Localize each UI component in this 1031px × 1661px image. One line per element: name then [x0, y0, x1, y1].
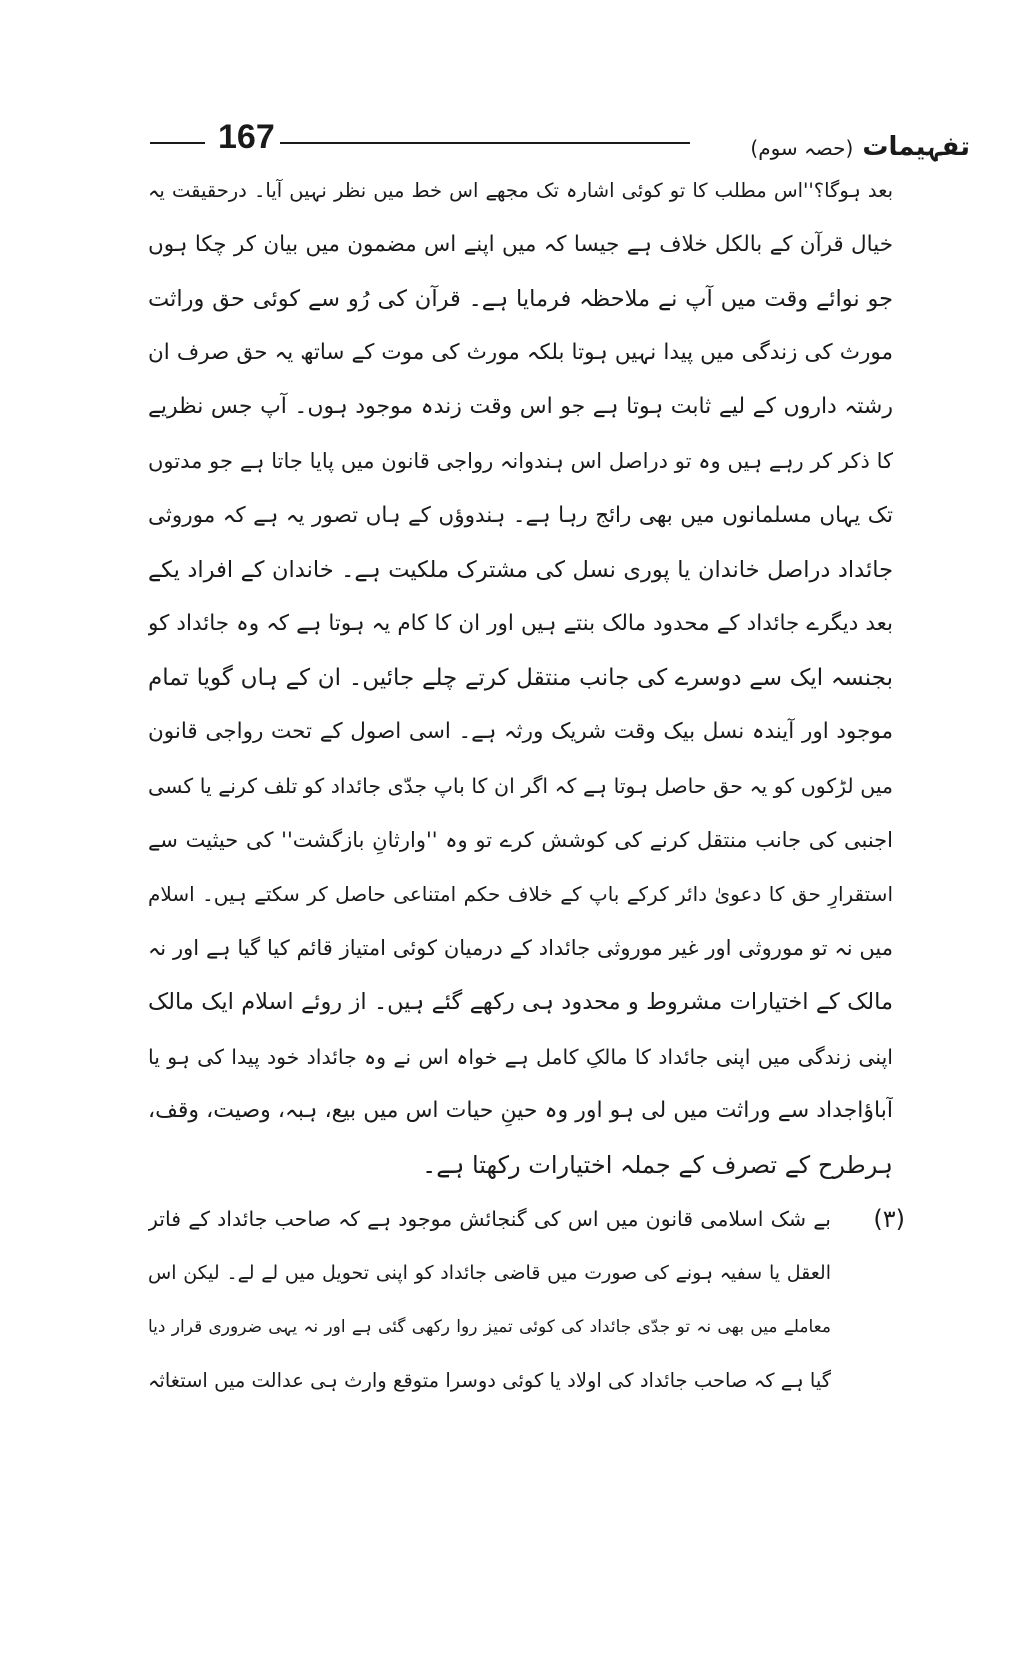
running-title [750, 132, 970, 162]
text-line: گیا ہے کہ صاحب جائداد کی اولاد یا کوئی دوسرا متوقع وارث ہی عدالت میں استغاثہ [148, 1369, 831, 1393]
header-rule [280, 142, 690, 144]
part-label: (حصہ سوم) [750, 136, 854, 160]
text-line: استقرارِ حق کا دعویٰ دائر کرکے باپ کے خلاف حکم امتناعی حاصل کر سکتے ہیں۔ اسلام [148, 882, 893, 907]
book-title: تفہیمات [862, 132, 970, 162]
text-line: بجنسہ ایک سے دوسرے کی جانب منتقل کرتے چلے جائیں۔ ان کے ہاں گویا تمام [148, 664, 893, 691]
page-header [150, 112, 970, 172]
paragraph-1 [148, 164, 893, 1192]
page-number: 167 [218, 118, 275, 156]
text-line: موجود اور آیندہ نسل بیک وقت شریک ورثہ ہے۔ اسی اصول کے تحت رواجی قانون [148, 718, 893, 744]
text-line: میں نہ تو موروثی اور غیر موروثی جائداد کے درمیان کوئی امتیاز قائم کیا گیا ہے اور نہ [148, 936, 893, 961]
text-line: معاملے میں بھی نہ تو جدّی جائداد کی کوئی تمیز روا رکھی گئی ہے اور نہ یہی ضروری قرار دیا [148, 1316, 831, 1337]
text-line: اجنبی کی جانب منتقل کرنے کی کوشش کرے تو وہ ''وارثانِ بازگشت'' کی حیثیت سے [148, 828, 893, 853]
text-line: بعد دیگرے جائداد کے محدود مالک بنتے ہیں اور ان کا کام یہ ہوتا ہے کہ وہ جائداد کو [148, 610, 893, 636]
page-body [148, 164, 905, 1408]
text-line: مالک کے اختیارات مشروط و محدود ہی رکھے گئے ہیں۔ از روئے اسلام ایک مالک [148, 989, 893, 1016]
text-line: جو نوائے وقت میں آپ نے ملاحظہ فرمایا ہے۔ قرآن کی رُو سے کوئی حق وراثت [148, 286, 893, 313]
text-line: آباؤاجداد سے وراثت میں لی ہو اور وہ حینِ حیات اس میں بیع، ہبہ، وصیت، وقف، [148, 1097, 893, 1123]
text-line: العقل یا سفیہ ہونے کی صورت میں قاضی جائداد کو اپنی تحویل میں لے لے۔ لیکن اس [148, 1261, 831, 1284]
numbered-item-3 [148, 1192, 905, 1408]
text-line: میں لڑکوں کو یہ حق حاصل ہوتا ہے کہ اگر ان کا باپ جدّی جائداد کو تلف کرنے یا کسی [148, 774, 893, 799]
header-rule-short [150, 142, 205, 144]
text-line: مورث کی زندگی میں پیدا نہیں ہوتا بلکہ مورث کی موت کے ساتھ یہ حق صرف ان [148, 340, 893, 366]
text-line: اپنی زندگی میں اپنی جائداد کا مالکِ کامل ہے خواہ اس نے وہ جائداد خود پیدا کی ہو یا [148, 1044, 893, 1069]
text-line: بے شک اسلامی قانون میں اس کی گنجائش موجود ہے کہ صاحب جائداد کے فاتر [148, 1206, 831, 1231]
text-line: بعد ہوگا؟''اس مطلب کا تو کوئی اشارہ تک مجھے اس خط میں نظر نہیں آیا۔ درحقیقت یہ [148, 179, 893, 202]
text-line: رشتہ داروں کے لیے ثابت ہوتا ہے جو اس وقت زندہ موجود ہوں۔ آپ جس نظریے [148, 394, 893, 420]
text-line: خیال قرآن کے بالکل خلاف ہے جیسا کہ میں اپنے اس مضمون میں بیان کر چکا ہوں [148, 232, 893, 258]
item-number: (۳) [873, 1204, 905, 1233]
text-line: کا ذکر کر رہے ہیں وہ تو دراصل اس ہندوانہ رواجی قانون میں پایا جاتا ہے جو مدتوں [148, 449, 893, 474]
text-line: ہرطرح کے تصرف کے جملہ اختیارات رکھتا ہے۔ [422, 1150, 893, 1179]
text-line: تک یہاں مسلمانوں میں بھی رائج رہا ہے۔ ہندوؤں کے ہاں تصور یہ ہے کہ موروثی [148, 502, 893, 528]
text-line: جائداد دراصل خاندان یا پوری نسل کی مشترک ملکیت ہے۔ خاندان کے افراد یکے [148, 556, 893, 583]
